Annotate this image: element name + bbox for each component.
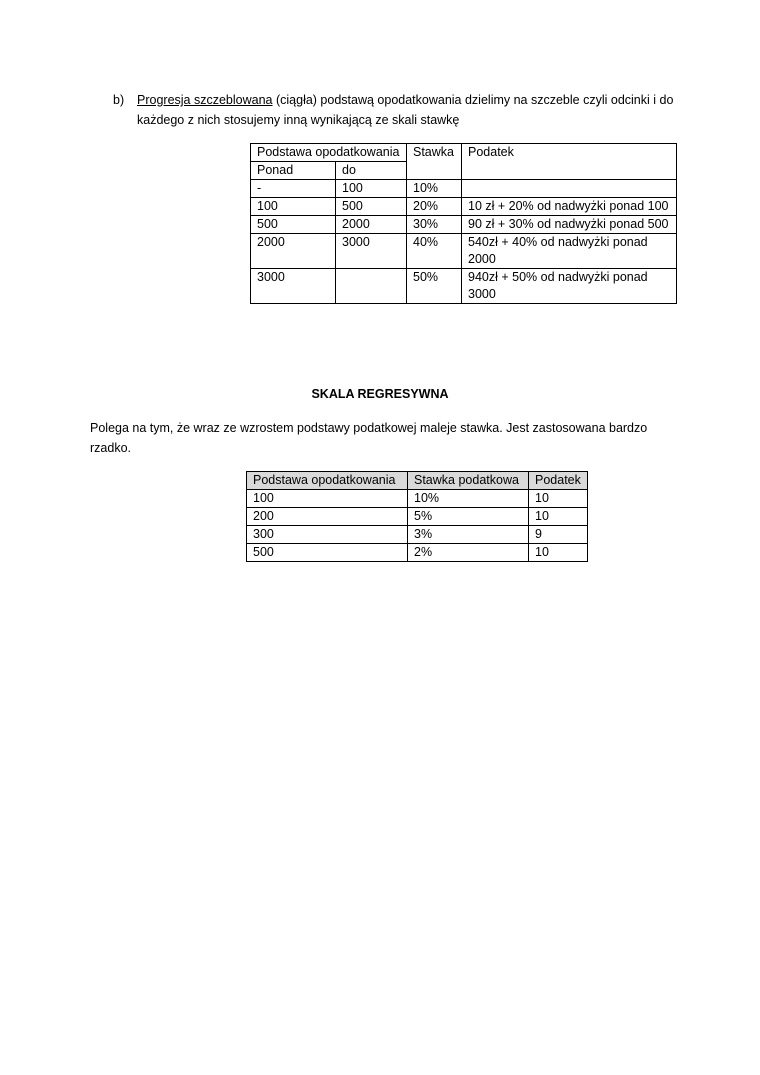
- header-cell-tax: Podatek: [462, 144, 677, 180]
- table-cell: 540zł + 40% od nadwyżki ponad 2000: [462, 234, 677, 269]
- table-row: [247, 544, 588, 562]
- table-cell: 10: [529, 490, 588, 508]
- table-cell: 40%: [407, 234, 462, 269]
- table-cell: 20%: [407, 198, 462, 216]
- table-cell: 500: [336, 198, 407, 216]
- table-cell: 10%: [407, 180, 462, 198]
- header-cell-rate: Stawka: [407, 144, 462, 180]
- table-cell: 9: [529, 526, 588, 544]
- header-cell-base: Podstawa opodatkowania: [251, 144, 407, 162]
- list-item-text: [137, 90, 677, 130]
- progressive-tax-table: [250, 143, 677, 304]
- table-cell: 500: [251, 216, 336, 234]
- table-cell: 90 zł + 30% od nadwyżki ponad 500: [462, 216, 677, 234]
- table-header-row: [247, 472, 588, 490]
- table-cell: 2000: [251, 234, 336, 269]
- table-cell: 3%: [408, 526, 529, 544]
- table-cell: 200: [247, 508, 408, 526]
- table-cell: [462, 180, 677, 198]
- table-cell: 3000: [336, 234, 407, 269]
- regressive-tax-table: [246, 471, 588, 562]
- table-cell: 500: [247, 544, 408, 562]
- table-cell: 100: [251, 198, 336, 216]
- table-row: [247, 508, 588, 526]
- table-cell: 5%: [408, 508, 529, 526]
- table-row: [251, 269, 677, 304]
- header-cell-rate: Stawka podatkowa: [408, 472, 529, 490]
- table-cell: 50%: [407, 269, 462, 304]
- table-row: [251, 216, 677, 234]
- table-header-row: [251, 144, 677, 162]
- table-cell: 100: [336, 180, 407, 198]
- table-row: [247, 490, 588, 508]
- body-paragraph: Polega na tym, że wraz ze wzrostem podstawy podatkowej maleje stawka. Jest zastosowana bardzo rzadko.: [90, 421, 648, 455]
- table-cell: 2%: [408, 544, 529, 562]
- table-cell: [336, 269, 407, 304]
- table-cell: 3000: [251, 269, 336, 304]
- header-cell-tax: Podatek: [529, 472, 588, 490]
- table-cell: 30%: [407, 216, 462, 234]
- subheader-cell-from: Ponad: [251, 162, 336, 180]
- table-cell: 10: [529, 544, 588, 562]
- table-cell: 10%: [408, 490, 529, 508]
- subheader-cell-to: do: [336, 162, 407, 180]
- list-item-description: (ciągła) podstawą opodatkowania dzielimy na szczeble czyli odcinki i do każdego z nich stosujemy inną wynikającą ze skali stawkę: [137, 93, 674, 127]
- header-cell-base: Podstawa opodatkowania: [247, 472, 408, 490]
- table-cell: 10: [529, 508, 588, 526]
- table-cell: 2000: [336, 216, 407, 234]
- table-cell: 100: [247, 490, 408, 508]
- table-row: [251, 234, 677, 269]
- section-title: SKALA REGRESYWNA: [311, 387, 449, 401]
- table-row: [251, 180, 677, 198]
- underlined-term: Progresja szczeblowana: [137, 93, 273, 107]
- table-row: [251, 198, 677, 216]
- table-cell: -: [251, 180, 336, 198]
- list-marker: b): [113, 93, 125, 107]
- table-row: [247, 526, 588, 544]
- table-cell: 300: [247, 526, 408, 544]
- table-cell: 10 zł + 20% od nadwyżki ponad 100: [462, 198, 677, 216]
- table-cell: 940zł + 50% od nadwyżki ponad 3000: [462, 269, 677, 304]
